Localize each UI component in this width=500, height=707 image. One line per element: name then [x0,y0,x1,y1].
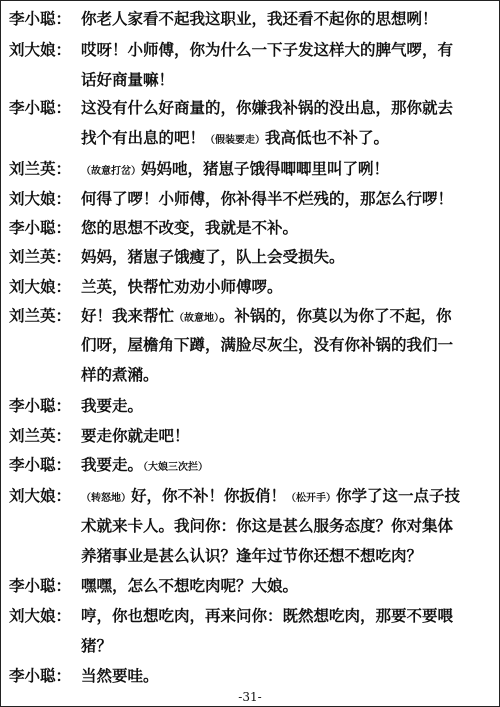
dialogue-line [9,242,345,272]
stage-direction: （转怒地） [81,493,131,504]
dialogue-line [81,541,422,571]
speech-text: 我高低也不补了。 [265,128,390,147]
speech-text: 何得了啰！小师傅，你补得半不烂残的，那怎么行啰！ [81,189,454,208]
dialogue-line [9,391,143,421]
line-text [81,35,453,65]
speaker-name: 李小聪： [9,455,72,474]
speech-text: 嘿嘿，怎么不想吃肉呢？大娘。 [81,576,299,595]
dialogue-line [81,511,453,541]
dialogue-line [9,481,460,511]
speech-text: 您的思想不改变，我就是不补。 [81,218,299,237]
page-number: -31- [238,690,262,704]
speaker-name: 李小聪： [9,666,72,685]
stage-direction: （故意打岔） [81,166,141,177]
speech-text: 妈妈，猪崽子饿瘦了，队上会受损失。 [81,247,345,266]
dialogue-line [9,272,283,302]
speaker-name: 刘兰英： [9,159,72,178]
speech-text: 好，你不补！你扳俏！ [131,486,287,505]
dialogue-line [81,330,453,360]
speech-text: 要走你就走吧！ [81,426,190,445]
line-text [81,4,438,34]
line-text [81,154,389,187]
dialogue-line [9,4,438,34]
speaker-name: 刘大娘： [9,40,72,59]
dialogue-line [9,213,298,243]
dialogue-line [9,154,389,184]
speech-text: 哎呀！小师傅，你为什么一下子发这样大的脾气啰，有 [81,40,454,59]
speech-text: 兰英，快帮忙劝劝小师傅啰。 [81,277,283,296]
dialogue-line [9,571,298,601]
dialogue-line [9,35,453,65]
dialogue-line [9,661,159,691]
line-text [81,65,174,95]
dialogue-line [9,421,190,451]
line-text [81,601,453,631]
line-text [81,421,190,451]
speech-text: 猪？ [81,636,113,655]
line-text [81,272,283,302]
dialogue-line [9,184,453,214]
line-text [81,213,298,243]
speaker-name: 李小聪： [9,396,72,415]
line-text [81,571,298,601]
dialogue-line [9,93,453,123]
line-text [81,242,345,272]
line-text [81,391,143,421]
speech-text: 。补锅的，你莫以为你了不起，你 [219,306,452,325]
line-text [81,330,453,360]
speaker-name: 李小聪： [9,9,72,28]
dialogue-line [9,301,452,331]
dialogue-line [81,123,389,153]
speaker-name: 李小聪： [9,576,72,595]
dialogue-line [81,360,159,390]
speaker-name: 刘大娘： [9,277,72,296]
speech-text: 妈妈吔，猪崽子饿得唧唧里叫了咧！ [141,159,390,178]
dialogue-line [81,631,112,661]
dialogue-line [81,65,174,95]
speech-text: 你老人家看不起我这职业，我还看不起你的思想咧！ [81,9,438,28]
stage-direction: （假装要走） [205,135,266,146]
line-text [81,93,453,123]
line-text [81,481,460,514]
line-text [81,184,453,214]
speech-text: 当然要哇。 [81,666,159,685]
speaker-name: 李小聪： [9,218,72,237]
stage-direction: （松开手） [286,493,337,504]
dialogue-line [9,601,453,631]
line-text [81,661,159,691]
line-text [81,631,112,661]
speech-text: 好！我来帮忙 [81,306,175,325]
speech-text: 找个有出息的吧！ [81,128,206,147]
speech-text: 我要走。 [81,455,144,474]
line-text [81,511,453,541]
speaker-name: 刘兰英： [9,426,72,445]
speech-text: 养猪事业是甚么认识？逢年过节你还想不想吃肉？ [81,546,423,565]
line-text [81,541,422,571]
speaker-name: 刘大娘： [9,606,72,625]
stage-direction: （大娘三次拦） [143,462,209,473]
stage-direction: （故意地） [174,313,220,324]
speech-text: 术就来卡人。我问你：你这是甚么服务态度？你对集体 [81,516,454,535]
speech-text: 话好商量嘛！ [81,70,175,89]
speaker-name: 刘兰英： [9,306,72,325]
speech-text: 你学了这一点子技 [336,486,461,505]
line-text [81,123,389,156]
line-text [81,450,208,483]
speech-text: 这没有什么好商量的，你嫌我补锅的没出息，那你就去 [81,98,454,117]
speech-text: 们呀，屋檐角下蹲，满脸尽灰尘，没有你补锅的我们一 [81,335,454,354]
speaker-name: 刘兰英： [9,247,72,266]
line-text [81,360,159,390]
speech-text: 哼，你也想吃肉，再来问你：既然想吃肉，那要不要喂 [81,606,454,625]
speaker-name: 刘大娘： [9,189,72,208]
speaker-name: 刘大娘： [9,486,72,505]
dialogue-line [9,450,208,480]
speech-text: 我要走。 [81,396,144,415]
speech-text: 样的煮潲。 [81,365,159,384]
speaker-name: 李小聪： [9,98,72,117]
